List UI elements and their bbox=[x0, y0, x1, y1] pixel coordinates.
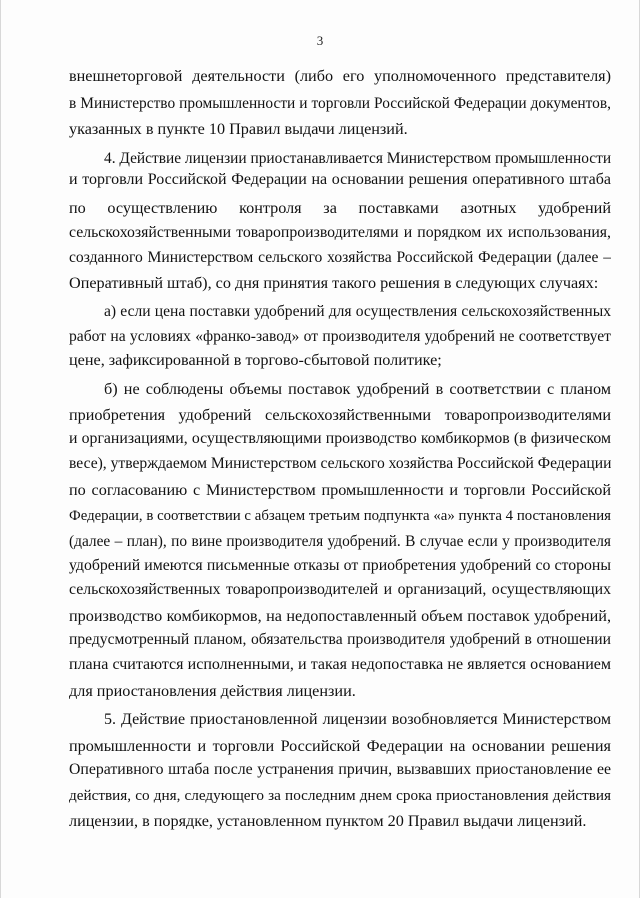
text-line: весе), утверждаемом Министерством сельского хозяйства Российской Федерации bbox=[69, 455, 611, 472]
page-number: 3 bbox=[316, 33, 324, 48]
text-line: по осуществлению контроля за поставками азотных удобрений bbox=[69, 199, 611, 217]
page-left-edge bbox=[0, 0, 1, 898]
text-line: Оперативного штаба после устранения причин, вызвавших приостановление ее bbox=[69, 761, 611, 778]
text-line: по согласованию с Министерством промышленности и торговли Российской bbox=[69, 481, 611, 499]
text-line: плана считаются исполненными, и такая недопоставка не является основанием bbox=[69, 656, 611, 673]
text-line: производство комбикормов, на недопоставленный объем поставок удобрений, bbox=[69, 607, 611, 625]
text-line: для приостановления действия лицензии. bbox=[69, 682, 356, 700]
text-line: Оперативный штаб), со дня принятия такого решения в следующих случаях: bbox=[69, 274, 599, 292]
text-line: в Министерство промышленности и торговли Российской Федерации документов, bbox=[69, 95, 611, 112]
text-line: Федерации, в соответствии с абзацем третьим подпункта «а» пункта 4 постановления bbox=[69, 508, 611, 524]
text-line: промышленности и торговли Российской Федерации на основании решения bbox=[69, 737, 611, 755]
text-line: (далее – план), по вине производителя удобрений. В случае если у производителя bbox=[69, 533, 611, 550]
paragraph-5-first-line: 5. Действие приостановленной лицензии возобновляется Министерством bbox=[104, 711, 611, 728]
text-line: указанных в пункте 10 Правил выдачи лицензий. bbox=[69, 120, 408, 138]
text-line: внешнеторговой деятельности (либо его уполномоченного представителя) bbox=[69, 67, 611, 85]
paragraph-4-first-line: 4. Действие лицензии приостанавливается Министерством промышленности bbox=[104, 150, 611, 167]
subitem-a-first-line: а) если цена поставки удобрений для осуществления сельскохозяйственных bbox=[104, 303, 611, 320]
text-line: предусмотренный планом, обязательства производителя удобрений в отношении bbox=[69, 631, 611, 648]
text-line: сельскохозяйственными товаропроизводителями и порядком их использования, bbox=[69, 224, 611, 241]
text-line: созданного Министерством сельского хозяйства Российской Федерации (далее – bbox=[69, 249, 611, 266]
text-line: и организациями, осуществляющими производство комбикормов (в физическом bbox=[69, 430, 611, 447]
text-line: цене, зафиксированной в торгово-сбытовой политике; bbox=[69, 351, 442, 369]
text-line: приобретения удобрений сельскохозяйственными товаропроизводителями bbox=[69, 406, 611, 424]
text-line: лицензии, в порядке, установленном пунктом 20 Правил выдачи лицензий. bbox=[69, 812, 587, 830]
text-line: работ на условиях «франко-завод» от производителя удобрений не соответствует bbox=[69, 328, 611, 345]
text-line: действия, со дня, следующего за последним днем срока приостановления действия bbox=[69, 787, 611, 804]
text-line: удобрений имеются письменные отказы от приобретения удобрений со стороны bbox=[69, 557, 611, 574]
subitem-b-first-line: б) не соблюдены объемы поставок удобрений в соответствии с планом bbox=[104, 380, 611, 398]
text-line: сельскохозяйственных товаропроизводителей и организаций, осуществляющих bbox=[69, 581, 611, 598]
text-line: и торговли Российской Федерации на основании решения оперативного штаба bbox=[69, 171, 611, 188]
